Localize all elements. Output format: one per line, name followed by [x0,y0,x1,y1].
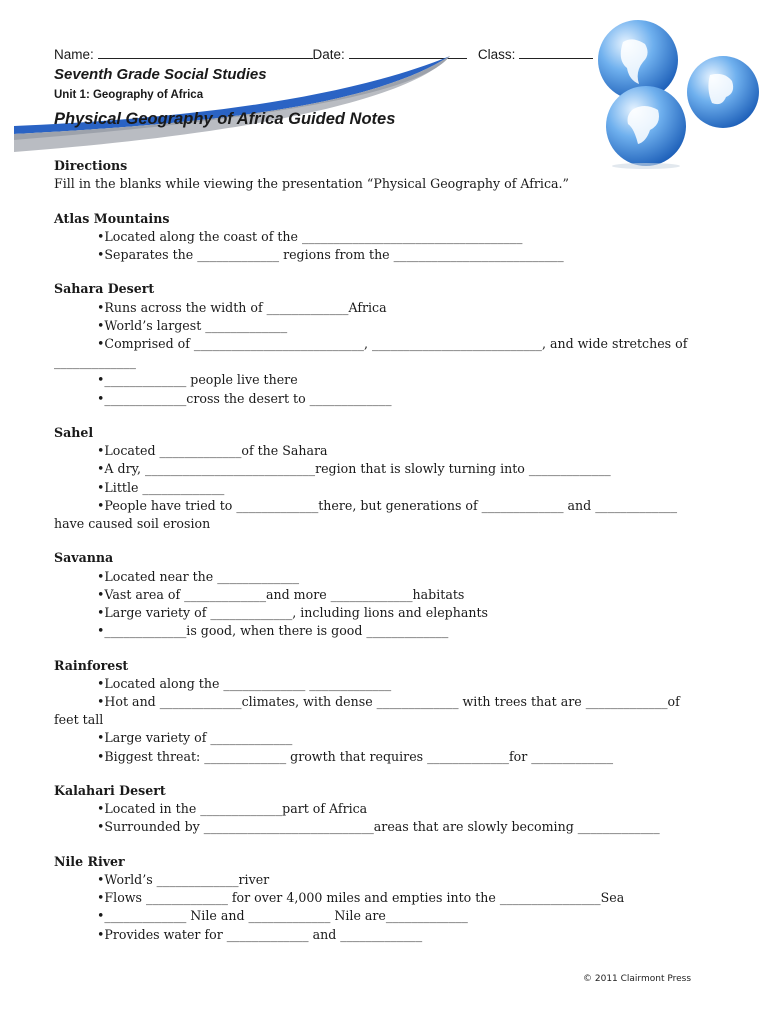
sahel-section [54,424,724,533]
date-label: Date: [312,47,345,62]
rainforest-section [54,657,724,766]
nile-river-section [54,853,724,944]
section-title: Atlas Mountains [54,210,170,226]
section-title: Rainforest [54,657,129,673]
list-item: •Comprised of ___________________________, ___________________________, and wide stretches of [97,336,688,351]
list-item: •_____________ Nile and _____________ Nile are_____________ [97,908,468,924]
list-item: •Provides water for _____________ and _____________ [97,926,423,942]
list-item: •_____________is good, when there is good _____________ [97,623,449,639]
section-title: Nile River [54,853,125,869]
list-item: •Large variety of _____________, including lions and elephants [97,605,488,621]
list-item: •World’s _____________river [97,872,270,888]
document-title: Physical Geography of Africa Guided Notes [54,110,396,128]
class-label: Class: [477,47,516,62]
globes-icon [588,20,768,170]
copyright-notice: © 2011 Clairmont Press [583,974,692,984]
list-item: •Large variety of _____________ [97,730,293,746]
list-item: •_____________ people live there [97,372,298,388]
list-item: •Vast area of _____________and more _____________habitats [97,586,465,602]
list-item: •World’s largest _____________ [97,317,288,333]
list-item: •Located in the _____________part of Africa [97,801,368,817]
header-swoosh [0,50,470,160]
list-item: •Located along the _____________ _____________ [97,675,392,691]
list-item: •Biggest threat: _____________ growth that requires _____________for _____________ [97,748,614,764]
unit-name: Unit 1: Geography of Africa [54,89,204,101]
list-item: •Flows _____________ for over 4,000 miles and empties into the ________________Sea [97,890,625,906]
class-blank[interactable] [519,47,593,59]
directions-heading: Directions [54,158,128,173]
atlas-mountains-section [54,210,724,265]
list-item-continuation: _____________ [54,354,136,370]
list-item: •People have tried to _____________there, but generations of _____________ and _____________ [97,497,678,513]
list-item: •_____________cross the desert to _____________ [97,390,392,406]
list-item: •Little _____________ [97,479,225,495]
section-title: Sahel [54,425,94,440]
list-item-continuation: feet tall [54,712,104,728]
section-title: Kalahari Desert [54,783,166,799]
list-item: •Located _____________of the Sahara [97,443,328,459]
section-title: Sahara Desert [54,281,155,297]
list-item: •Hot and _____________climates, with dense _____________ with trees that are _____________of [97,694,680,710]
list-item: •Separates the _____________ regions from the ___________________________ [97,247,564,262]
sahara-desert-section [54,280,724,407]
directions-text: Fill in the blanks while viewing the presentation “Physical Geography of Africa.” [54,176,569,192]
section-title: Savanna [54,550,114,566]
savanna-section [54,549,724,640]
list-item: •Surrounded by ___________________________areas that are slowly becoming _____________ [97,819,660,835]
list-item: •A dry, ___________________________region that is slowly turning into _____________ [97,461,611,477]
guided-notes [54,157,724,960]
kalahari-desert-section [54,782,724,837]
list-item: •Runs across the width of _____________Africa [97,299,387,315]
name-label: Name: [54,47,94,62]
list-item-continuation: have caused soil erosion [54,516,211,532]
course-name: Seventh Grade Social Studies [54,66,267,83]
list-item: •Located near the _____________ [97,568,300,584]
list-item: •Located along the coast of the ___________________________________ [97,228,523,244]
